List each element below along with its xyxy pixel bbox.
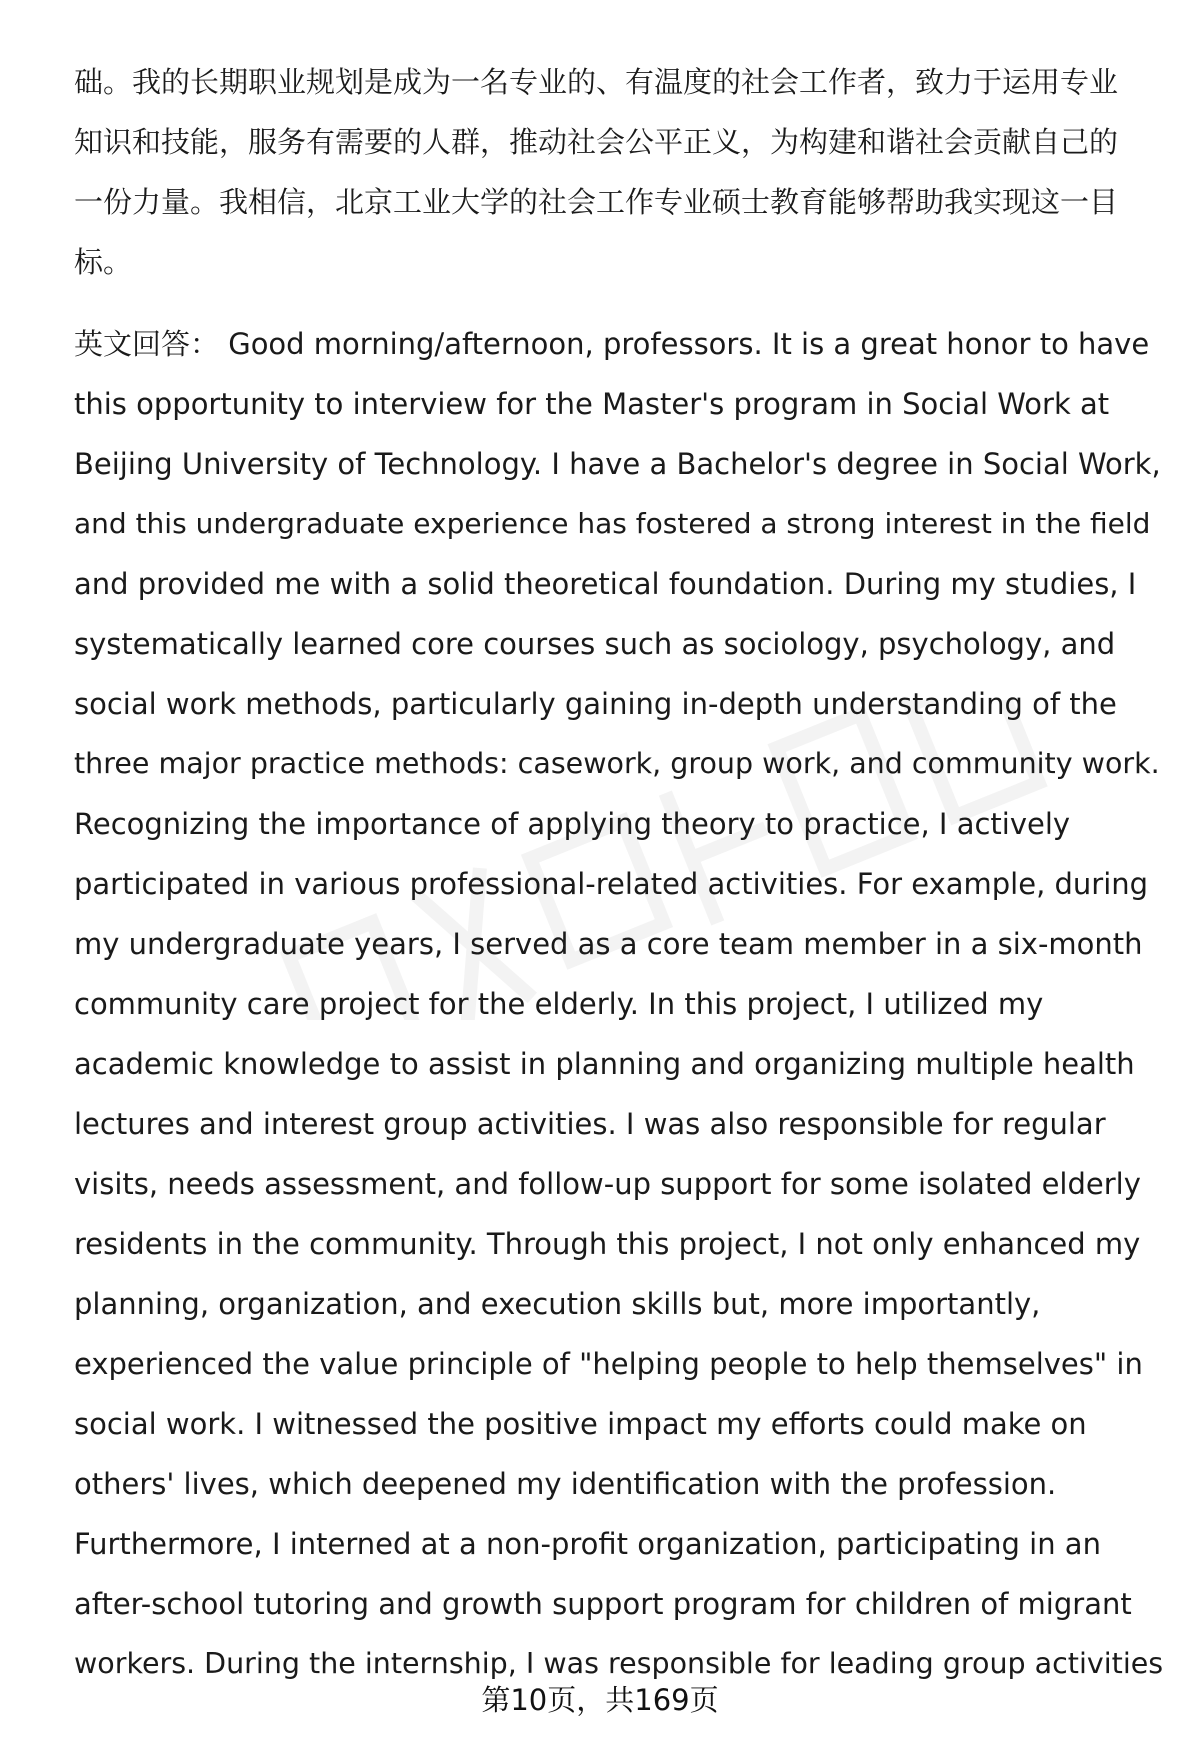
text-line: Beijing University of Technology. I have a Bachelor's degree in Social Work, <box>74 447 1161 481</box>
text-line: systematically learned core courses such as sociology, psychology, and <box>74 627 1116 661</box>
text-line: social work methods, particularly gaining in-depth understanding of the <box>74 687 1117 721</box>
text-line: community care project for the elderly. In this project, I utilized my <box>74 987 1044 1021</box>
text-line: three major practice methods: casework, group work, and community work. <box>74 747 1160 780</box>
text-line: social work. I witnessed the positive impact my efforts could make on <box>74 1407 1087 1441</box>
text-line: my undergraduate years, I served as a core team member in a six-month <box>74 927 1143 961</box>
text-line: after-school tutoring and growth support program for children of migrant <box>74 1587 1132 1621</box>
page-number: 第10页，共169页 <box>481 1683 719 1717</box>
text-line: lectures and interest group activities. I was also responsible for regular <box>74 1107 1106 1141</box>
text-line: Recognizing the importance of applying theory to practice, I actively <box>74 807 1071 841</box>
text-line: this opportunity to interview for the Master's program in Social Work at <box>74 387 1110 421</box>
text-line: and this undergraduate experience has fostered a strong interest in the field <box>74 507 1151 540</box>
text-line: 础。我的长期职业规划是成为一名专业的、有温度的社会工作者，致力于运用专业 <box>74 65 1119 99</box>
text-line: residents in the community. Through this project, I not only enhanced my <box>74 1227 1141 1261</box>
text-line: visits, needs assessment, and follow-up support for some isolated elderly <box>74 1167 1141 1201</box>
text-line: 标。 <box>74 245 133 279</box>
english-paragraph <box>74 314 1164 1694</box>
text-line: 一份力量。我相信，北京工业大学的社会工作专业硕士教育能够帮助我实现这一目 <box>74 185 1119 219</box>
text-line: workers. During the internship, I was responsible for leading group activities <box>74 1647 1164 1680</box>
text-line: experienced the value principle of "helping people to help themselves" in <box>74 1347 1143 1381</box>
text-line: participated in various professional-related activities. For example, during <box>74 867 1149 901</box>
text-line: 英文回答： Good morning/afternoon, professors. It is a great honor to have <box>74 327 1150 361</box>
text-line: others' lives, which deepened my identification with the profession. <box>74 1467 1057 1501</box>
paragraph-spacer <box>74 292 1164 314</box>
text-line: and provided me with a solid theoretical foundation. During my studies, I <box>74 567 1137 601</box>
chinese-paragraph <box>74 52 1164 292</box>
text-line: academic knowledge to assist in planning and organizing multiple health <box>74 1047 1135 1081</box>
document-body <box>74 52 1164 1694</box>
text-line: planning, organization, and execution skills but, more importantly, <box>74 1287 1041 1321</box>
text-line: Furthermore, I interned at a non-profit organization, participating in an <box>74 1527 1101 1561</box>
text-line: 知识和技能，服务有需要的人群，推动社会公平正义，为构建和谐社会贡献自己的 <box>74 125 1119 159</box>
